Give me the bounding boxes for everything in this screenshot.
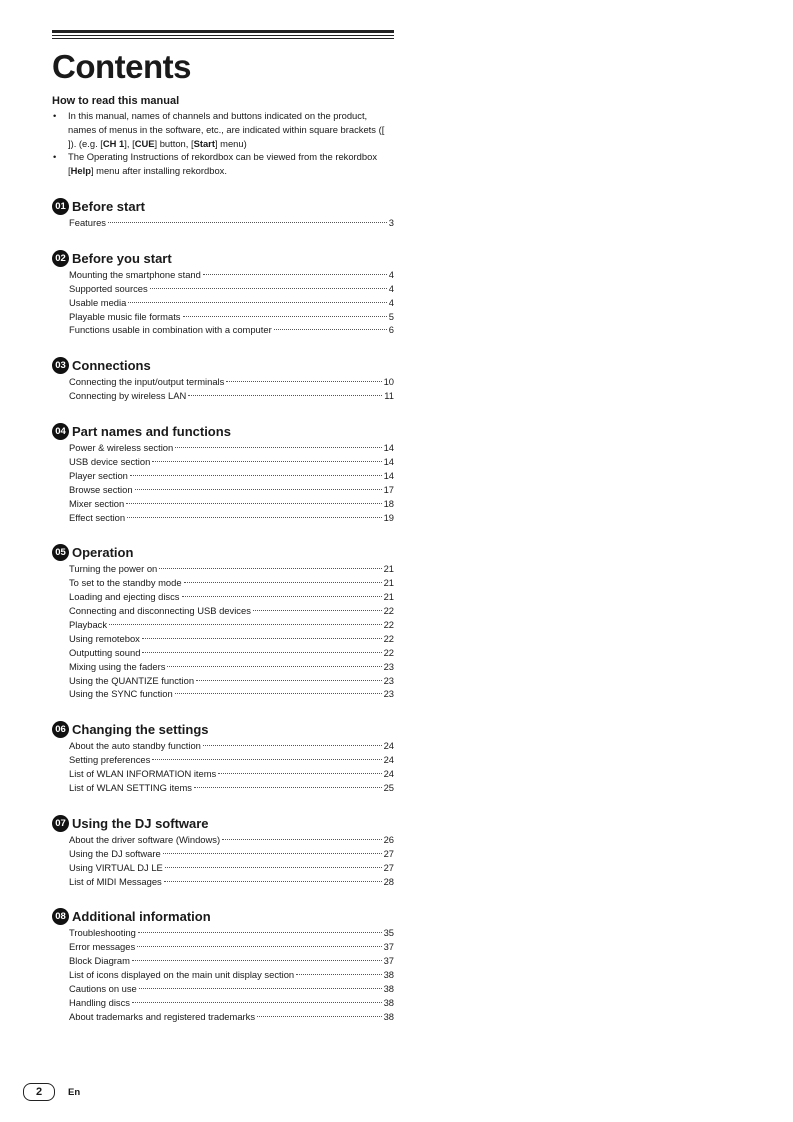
- toc-entry[interactable]: [69, 441, 394, 455]
- toc-entry-label: About the driver software (Windows): [69, 833, 221, 845]
- toc-entry-page: 4: [388, 296, 394, 308]
- toc-entry[interactable]: [69, 576, 394, 590]
- toc-entry-label: List of WLAN SETTING items: [69, 782, 192, 794]
- toc-section: [52, 543, 394, 701]
- toc-entry[interactable]: [69, 455, 394, 469]
- dot-leader: [222, 839, 381, 840]
- toc-entry-page: 38: [383, 983, 394, 995]
- section-title: Connections: [72, 358, 151, 374]
- toc-entry[interactable]: [69, 875, 394, 889]
- toc-section: [52, 197, 394, 230]
- toc-entry[interactable]: [69, 996, 394, 1010]
- toc-entry-list: [69, 739, 394, 795]
- toc-entry-page: 6: [388, 324, 394, 336]
- section-heading[interactable]: [52, 197, 394, 216]
- toc-entry-label: Using remotebox: [69, 632, 140, 644]
- toc-entry[interactable]: [69, 497, 394, 511]
- toc-entry-label: Connecting and disconnecting USB devices: [69, 605, 251, 617]
- toc-entry-page: 27: [383, 847, 394, 859]
- toc-entry-list: [69, 441, 394, 524]
- howto-bullet-2-bold-help: Help: [70, 165, 91, 177]
- dot-leader: [203, 745, 382, 746]
- toc-entry-label: Playable music file formats: [69, 310, 181, 322]
- toc-entry[interactable]: [69, 323, 394, 337]
- toc-entry[interactable]: [69, 618, 394, 632]
- toc-entry-label: Using the DJ software: [69, 847, 161, 859]
- toc-sections: [52, 197, 394, 1024]
- toc-entry-label: Mixer section: [69, 497, 125, 509]
- dot-leader: [226, 381, 381, 382]
- toc-section: [52, 422, 394, 524]
- toc-entry-list: [69, 216, 394, 230]
- toc-entry-page: 14: [383, 469, 394, 481]
- toc-entry-page: 21: [383, 563, 394, 575]
- toc-entry[interactable]: [69, 687, 394, 701]
- toc-entry[interactable]: [69, 781, 394, 795]
- toc-entry[interactable]: [69, 511, 394, 525]
- dot-leader: [135, 489, 382, 490]
- toc-section: [52, 814, 394, 889]
- section-title: Using the DJ software: [72, 815, 209, 831]
- dot-leader: [203, 274, 387, 275]
- language-code: En: [68, 1086, 81, 1098]
- dot-leader: [184, 582, 382, 583]
- section-title: Part names and functions: [72, 424, 231, 440]
- toc-entry-label: Using VIRTUAL DJ LE: [69, 861, 163, 873]
- toc-entry-page: 4: [388, 282, 394, 294]
- dot-leader: [218, 773, 381, 774]
- toc-entry[interactable]: [69, 674, 394, 688]
- toc-entry-page: 21: [383, 591, 394, 603]
- header-rule-thin: [52, 35, 394, 36]
- dot-leader: [138, 932, 382, 933]
- dot-leader: [167, 666, 381, 667]
- toc-entry[interactable]: [69, 753, 394, 767]
- section-title: Before you start: [72, 250, 172, 266]
- toc-entry-page: 11: [384, 390, 394, 402]
- howto-bullet-1-text: ] menu): [214, 137, 247, 149]
- chapter-number-badge: 05: [52, 544, 69, 561]
- toc-entry-label: USB device section: [69, 456, 151, 467]
- toc-entry[interactable]: [69, 660, 394, 674]
- section-heading[interactable]: [52, 356, 394, 375]
- toc-entry-page: 22: [383, 619, 394, 631]
- toc-entry[interactable]: [69, 282, 394, 296]
- howto-bullet-1-bold-cue: CUE: [134, 137, 155, 149]
- toc-entry[interactable]: [69, 954, 394, 968]
- dot-leader: [150, 288, 387, 289]
- section-title: Additional information: [72, 909, 211, 925]
- dot-leader: [137, 946, 381, 947]
- dot-leader: [132, 960, 382, 961]
- dot-leader: [196, 680, 382, 681]
- toc-entry-list: [69, 268, 394, 337]
- dot-leader: [165, 867, 382, 868]
- toc-section: [52, 249, 394, 337]
- section-heading[interactable]: [52, 814, 394, 833]
- toc-entry-page: 38: [383, 1010, 394, 1022]
- toc-entry-page: 10: [383, 376, 394, 388]
- page-number: 2: [23, 1083, 55, 1101]
- toc-entry-label: Connecting the input/output terminals: [69, 376, 225, 388]
- toc-entry-label: Block Diagram: [69, 955, 130, 967]
- chapter-number-badge: 07: [52, 815, 69, 832]
- toc-entry-label: Using the QUANTIZE function: [69, 674, 195, 686]
- toc-entry-label: Mixing using the faders: [69, 660, 166, 672]
- toc-entry-label: Effect section: [69, 511, 126, 523]
- toc-entry-label: Cautions on use: [69, 983, 137, 995]
- toc-section: [52, 356, 394, 403]
- section-heading[interactable]: [52, 543, 394, 562]
- dot-leader: [163, 853, 382, 854]
- toc-entry-page: 24: [383, 768, 394, 780]
- toc-entry[interactable]: [69, 604, 394, 618]
- section-title: Changing the settings: [72, 722, 209, 738]
- toc-entry[interactable]: [69, 767, 394, 781]
- toc-entry-page: 5: [388, 310, 394, 322]
- toc-entry-label: Features: [69, 216, 106, 228]
- chapter-number-badge: 04: [52, 423, 69, 440]
- toc-entry-page: 23: [383, 688, 394, 700]
- toc-entry-label: To set to the standby mode: [69, 577, 182, 589]
- dot-leader: [257, 1016, 382, 1017]
- page-title: Contents: [52, 48, 191, 85]
- toc-entry-label: Player section: [69, 469, 128, 481]
- chapter-number-badge: 06: [52, 721, 69, 738]
- toc-entry[interactable]: [69, 216, 394, 230]
- toc-entry-page: 4: [388, 268, 394, 280]
- section-title: Before start: [72, 198, 145, 214]
- toc-entry-label: Power & wireless section: [69, 442, 174, 454]
- dot-leader: [109, 624, 382, 625]
- toc-entry[interactable]: [69, 982, 394, 996]
- chapter-number-badge: 02: [52, 250, 69, 267]
- howto-bullet-2-text: ] menu after installing rekordbox.: [90, 165, 227, 177]
- dot-leader: [152, 759, 381, 760]
- howto-bullet-1-bold-ch1: CH 1: [102, 137, 125, 149]
- howto-bullet-1-bold-start: Start: [193, 137, 215, 149]
- toc-entry[interactable]: [69, 833, 394, 847]
- toc-entry[interactable]: [69, 469, 394, 483]
- toc-entry-label: Error messages: [69, 941, 136, 953]
- dot-leader: [253, 610, 382, 611]
- header-rule: [52, 30, 394, 33]
- toc-entry-page: 35: [383, 927, 394, 939]
- toc-entry-page: 26: [383, 833, 394, 845]
- toc-entry[interactable]: [69, 646, 394, 660]
- toc-entry[interactable]: [69, 562, 394, 576]
- contents-column: [52, 30, 394, 1024]
- toc-entry-label: List of MIDI Messages: [69, 875, 162, 887]
- toc-entry[interactable]: [69, 739, 394, 753]
- toc-entry-list: [69, 833, 394, 889]
- toc-entry[interactable]: [69, 940, 394, 954]
- toc-entry[interactable]: [69, 268, 394, 282]
- dot-leader: [127, 517, 381, 518]
- toc-entry-page: 18: [383, 497, 394, 509]
- header-rule-thin-2: [52, 38, 394, 39]
- chapter-number-badge: 08: [52, 908, 69, 925]
- section-title: Operation: [72, 545, 134, 561]
- toc-entry-page: 21: [383, 577, 394, 589]
- dot-leader: [159, 568, 381, 569]
- toc-entry-page: 24: [383, 740, 394, 752]
- toc-entry[interactable]: [69, 296, 394, 310]
- toc-entry[interactable]: [69, 483, 394, 497]
- toc-entry-list: [69, 926, 394, 1023]
- toc-entry-page: 23: [383, 660, 394, 672]
- toc-entry-label: Troubleshooting: [69, 927, 136, 939]
- dot-leader: [132, 1002, 382, 1003]
- dot-leader: [175, 447, 381, 448]
- toc-entry[interactable]: [69, 590, 394, 604]
- dot-leader: [130, 475, 382, 476]
- toc-entry-label: Setting preferences: [69, 754, 151, 766]
- dot-leader: [188, 395, 382, 396]
- dot-leader: [142, 652, 381, 653]
- howto-bullet-1-text: ] button, [: [154, 137, 194, 149]
- dot-leader: [194, 787, 382, 788]
- section-heading[interactable]: [52, 249, 394, 268]
- chapter-number-badge: 01: [52, 198, 69, 215]
- toc-section: [52, 720, 394, 795]
- howto-bullet-1-text: In this manual, names of channels and buttons indicated on the product, names of menus in the software, etc., are indicated within square brackets ([ ]). (e.g. [: [68, 110, 385, 149]
- toc-entry-label: Loading and ejecting discs: [69, 591, 180, 603]
- howto-bullet-2-text: The Operating Instructions of rekordbox can be viewed from the rekordbox [: [68, 151, 378, 177]
- toc-entry-page: 25: [383, 782, 394, 794]
- toc-entry-label: Supported sources: [69, 282, 148, 294]
- toc-entry-label: Connecting by wireless LAN: [69, 390, 187, 402]
- toc-entry-label: Usable media: [69, 296, 127, 308]
- dot-leader: [175, 693, 382, 694]
- toc-entry-label: Functions usable in combination with a computer: [69, 324, 272, 336]
- dot-leader: [152, 461, 381, 462]
- toc-entry-page: 22: [383, 646, 394, 658]
- page-footer: [23, 1083, 80, 1101]
- toc-entry-label: Browse section: [69, 483, 133, 495]
- toc-section: [52, 907, 394, 1023]
- toc-entry[interactable]: [69, 632, 394, 646]
- toc-entry[interactable]: [69, 926, 394, 940]
- dot-leader: [182, 596, 382, 597]
- dot-leader: [139, 988, 382, 989]
- toc-entry-list: [69, 562, 394, 701]
- toc-entry-page: 19: [383, 511, 394, 523]
- toc-entry-page: 14: [383, 456, 394, 467]
- section-heading[interactable]: [52, 422, 394, 441]
- toc-entry[interactable]: [69, 1010, 394, 1024]
- dot-leader: [296, 974, 381, 975]
- toc-entry-page: 23: [383, 674, 394, 686]
- chapter-number-badge: 03: [52, 357, 69, 374]
- toc-entry-label: List of icons displayed on the main unit display section: [69, 969, 295, 981]
- howto-heading: How to read this manual: [52, 95, 180, 107]
- toc-entry-page: 22: [383, 605, 394, 617]
- howto-bullet-1: [52, 109, 394, 150]
- toc-entry-page: 27: [383, 861, 394, 873]
- section-heading[interactable]: [52, 720, 394, 739]
- toc-entry-page: 17: [383, 483, 394, 495]
- toc-entry[interactable]: [69, 847, 394, 861]
- toc-entry-page: 38: [383, 969, 394, 981]
- toc-entry-label: About the auto standby function: [69, 740, 201, 752]
- howto-bullet-1-text: ], [: [124, 137, 135, 149]
- toc-entry-label: List of WLAN INFORMATION items: [69, 768, 217, 780]
- toc-entry-page: 3: [388, 216, 394, 228]
- toc-entry[interactable]: [69, 310, 394, 324]
- toc-entry[interactable]: [69, 968, 394, 982]
- toc-entry-page: 28: [383, 875, 394, 887]
- toc-entry-page: 37: [383, 955, 394, 967]
- dot-leader: [142, 638, 382, 639]
- toc-entry-list: [69, 375, 394, 403]
- toc-entry-page: 37: [383, 941, 394, 953]
- toc-entry-label: Handling discs: [69, 996, 130, 1008]
- dot-leader: [126, 503, 381, 504]
- toc-entry-label: Outputting sound: [69, 646, 141, 658]
- toc-entry-page: 22: [383, 632, 394, 644]
- toc-entry-page: 38: [383, 996, 394, 1008]
- toc-entry[interactable]: [69, 389, 394, 403]
- howto-bullet-2: [52, 150, 394, 178]
- toc-entry-page: 14: [383, 442, 394, 454]
- toc-entry-page: 24: [383, 754, 394, 766]
- toc-entry-label: Using the SYNC function: [69, 688, 173, 700]
- dot-leader: [274, 329, 387, 330]
- toc-entry-label: Turning the power on: [69, 563, 158, 575]
- section-heading[interactable]: [52, 907, 394, 926]
- dot-leader: [164, 881, 382, 882]
- toc-entry[interactable]: [69, 861, 394, 875]
- toc-entry-label: About trademarks and registered trademarks: [69, 1010, 256, 1022]
- toc-entry-label: Mounting the smartphone stand: [69, 268, 201, 280]
- dot-leader: [183, 316, 387, 317]
- toc-entry-label: Playback: [69, 619, 108, 631]
- toc-entry[interactable]: [69, 375, 394, 389]
- dot-leader: [128, 302, 386, 303]
- dot-leader: [108, 222, 387, 223]
